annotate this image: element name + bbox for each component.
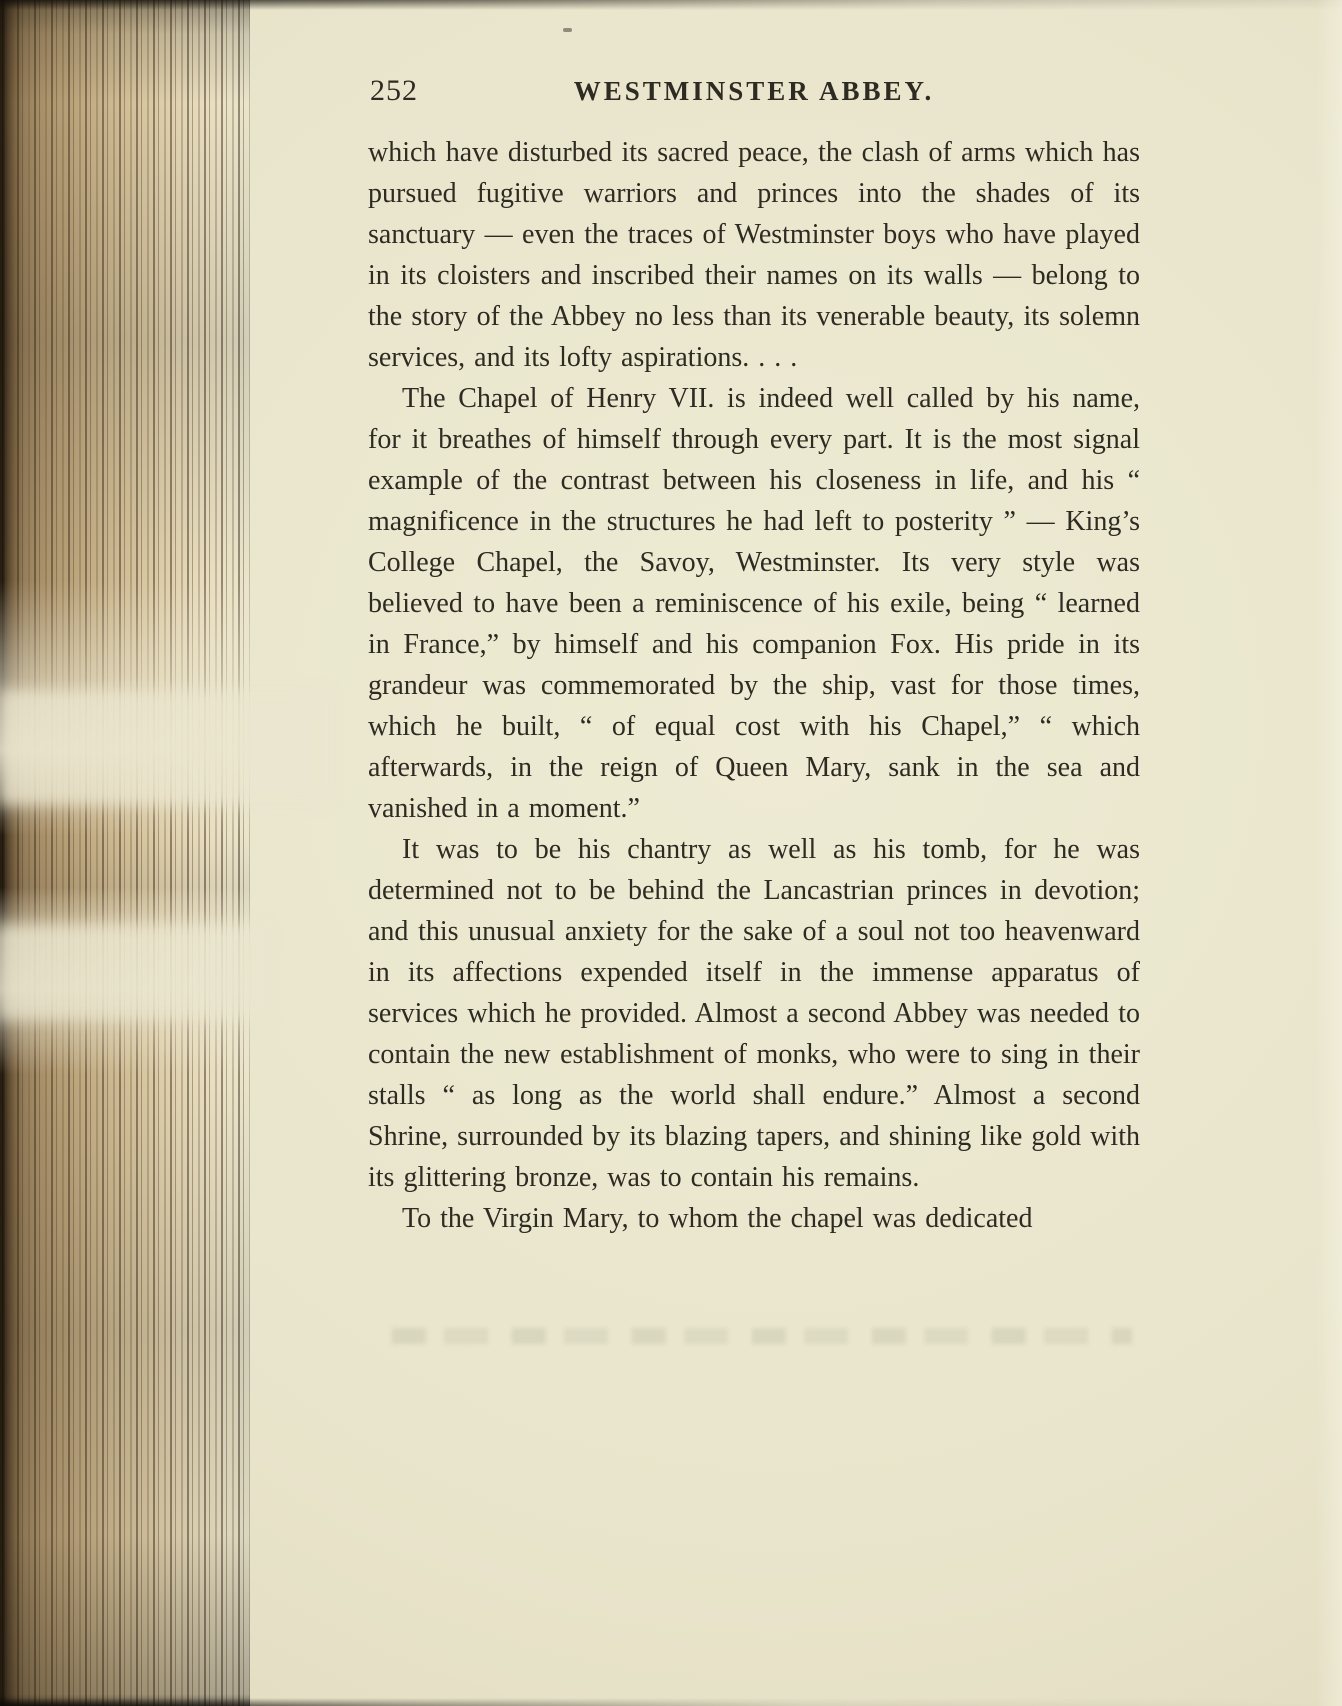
scan-speck [563, 28, 572, 32]
scan-smear [0, 690, 330, 805]
paragraph-2: The Chapel of Henry VII. is indeed well called by his name, for it breathes of himself through every part. It is the most signal example of the contrast between his closeness in life, and his “ magnificence in the structures he had left to posterity ” — King’s College Chapel, the Savoy, Westminster. Its very style was believed to have been a reminiscence of his exile, being “ learned in France,” by himself and his companion Fox. His pride in its grandeur was commemorated by the ship, vast for those times, which he built, “ of equal cost with his Chapel,” “ which afterwards, in the reign of Queen Mary, sank in the sea and vanished in a moment.” [368, 383, 1140, 824]
scan-smear [0, 925, 270, 1020]
page-number: 252 [370, 74, 418, 107]
bleed-through-text [392, 1328, 1132, 1344]
paragraph-3: It was to be his chantry as well as his tomb, for he was determined not to be behind the Lancastrian princes in devotion; and this unusual anxiety for the sake of a soul not too heavenward in its affections expended itself in the immense apparatus of services which he provided. Almost a second Abbey was needed to contain the new establishment of monks, who were to sing in their stalls “ as long as the world shall endure.” Almost a second Shrine, surrounded by its blazing tapers, and shining like gold with its glittering bronze, was to contain his remains. [368, 834, 1140, 1193]
scan-edge-top [0, 0, 1342, 10]
scan-edge-bottom [0, 1698, 1342, 1706]
scan-edge-right [1316, 0, 1342, 1706]
page-body [368, 132, 1140, 1239]
paragraph-4: To the Virgin Mary, to whom the chapel was dedicated [402, 1203, 1033, 1234]
book-page-edges [0, 0, 250, 1706]
paragraph-1: which have disturbed its sacred peace, the clash of arms which has pursued fugitive warriors and princes into the shades of its sanctuary — even the traces of Westminster boys who have played in its cloisters and inscribed their names on its walls — belong to the story of the Abbey no less than its venerable beauty, its solemn services, and its lofty aspirations. . . . [368, 137, 1140, 373]
book-page [368, 70, 1140, 1239]
page-header [368, 70, 1140, 112]
page-edge-shading [0, 0, 250, 1706]
running-header: WESTMINSTER ABBEY. [573, 76, 935, 106]
